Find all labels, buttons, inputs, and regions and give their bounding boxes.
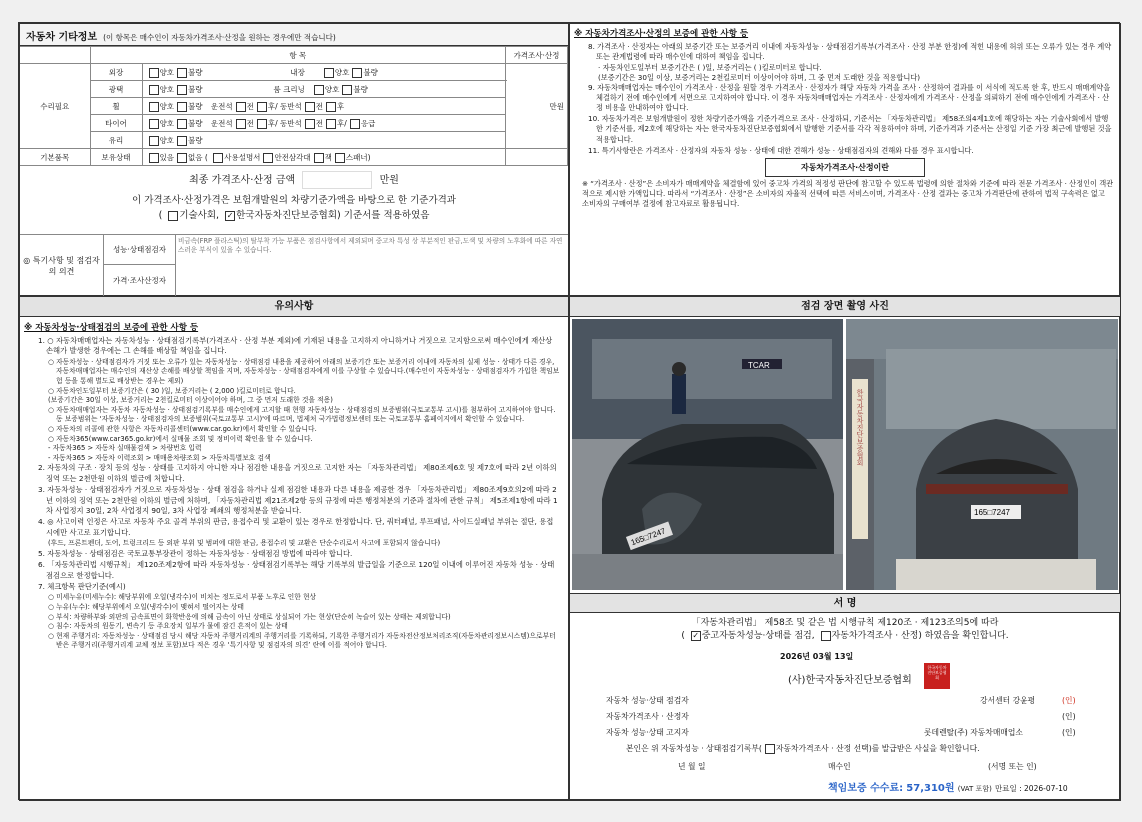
notifier-row-name: 롯데렌탈(주) 자동차매매업소	[924, 728, 1023, 737]
row-tire-label: 타이어	[90, 115, 142, 132]
etc-info-header	[20, 24, 568, 46]
notes-section	[19, 296, 569, 801]
spanner-checkbox[interactable]	[335, 153, 345, 163]
opt-label: 불량	[188, 135, 203, 145]
guarantee-period-note: (보증기간은 30일 이상, 보증거리는 2천킬로미터 이상이어야 하며, 그 중 먼저 도래한 것을 적용합니다)	[598, 73, 921, 82]
sign-statement-line1: 「자동차관리법」 제58조 및 같은 법 시행규칙 제120조 · 제123조의5에 따라	[691, 618, 999, 628]
gloss-bad-checkbox[interactable]	[177, 85, 187, 95]
guarantee-item-9: 9. 자동차매매업자는 매수인이 가격조사 · 산정을 원할 경우 가격조사 · 산정자가 해당 자동차 가격을 조사 · 산정하여 결과를 이 서식에 적도록 한 후, 반드시 매매계약을 체결하기 전에 매수인에게 서면으로 고지하여야 합니다. 이 경우 자동차매매업자는 가격조사 · 산정자에게 가격조사 · 산정을 의뢰하기 전에 매수인에게 가격조사 · 산정 비용을 안내하여야 합니다.	[588, 82, 1111, 112]
wheel-bad-checkbox[interactable]	[177, 102, 187, 112]
opt-label: 전	[315, 118, 324, 128]
opt-label: 불량	[188, 67, 203, 77]
jack-checkbox[interactable]	[314, 153, 324, 163]
technician-society-checkbox[interactable]	[168, 211, 178, 221]
basis-line1: 이 가격조사·산정가격은 보험개발원의 차량기준가액을 바탕으로 한 기준가격과	[132, 195, 456, 206]
opt-label: 응급	[360, 118, 376, 128]
opt-label: (	[204, 152, 211, 162]
tire-spare-checkbox[interactable]	[350, 119, 360, 129]
fee-vat: (VAT 포함)	[957, 785, 992, 793]
col-price-header: 가격조사·산정	[506, 47, 568, 64]
basic-yes-checkbox[interactable]	[149, 153, 159, 163]
tire-front-checkbox[interactable]	[236, 119, 246, 129]
guarantee-period-line: · 자동차인도일부터 보증기간은 ( )일, 보증거리는 ( )킬로미터로 합니다.	[598, 63, 822, 73]
sign-statement-opt1: 중고자동차성능·상태를 점검,	[701, 631, 815, 641]
final-price-label: 최종 가격조사·산정 금액	[189, 175, 296, 186]
opt-label: 불량	[353, 84, 368, 94]
tire-rear-checkbox[interactable]	[257, 119, 267, 129]
special-notes-label: ◎ 특기사항 및 점검자의 의견	[20, 235, 104, 296]
wheel-good-checkbox[interactable]	[149, 102, 159, 112]
inspector-note: 비금속(FRP 플라스틱)의 탈부착 가능 부품은 점검사항에서 제외되며 중고차 특성 상 부분적인 판금,도색 및 차량의 노후화에 따른 자연스러운 부식이 있을 수 있습니다.	[178, 237, 563, 254]
expiry-date: 만료일 : 2026-07-10	[995, 784, 1068, 793]
wheel-pass-rear-checkbox[interactable]	[326, 102, 336, 112]
opt-label: 양호	[159, 135, 174, 145]
notifier-seal: (인)	[1062, 728, 1076, 737]
notes-item: 7. 체크항목 판단기준(예시)	[38, 582, 126, 591]
confirm-text-b: 자동차가격조사 · 산정 선택)를 발급받은 사실을 확인합니다.	[775, 744, 980, 753]
tire-pass-front-checkbox[interactable]	[305, 119, 315, 129]
group-basic-label: 기본품목	[20, 149, 90, 166]
sign-board-text: 한국자동차진단보증협회	[856, 389, 864, 466]
row-room-cleaning-label: 룸 크리닝	[273, 84, 305, 94]
manual-checkbox[interactable]	[213, 153, 223, 163]
sign-statement-opt2: 자동차가격조사 · 산정) 하였음을 확인합니다.	[831, 631, 1009, 641]
basis-statement: 이 가격조사·산정가격은 보험개발원의 차량기준가액을 바탕으로 한 기준가격과 ( 기술사회, ✓ 한국자동차진단보증협회) 기준서를 적용하였음	[20, 193, 568, 223]
appraisal-checkbox[interactable]	[821, 631, 831, 641]
vehicle-etc-info-section	[19, 23, 569, 296]
opt-label: /	[344, 118, 347, 128]
driver-seat-label: 운전석	[210, 118, 233, 128]
photo-front-car-icon	[572, 319, 843, 590]
row-exterior-label: 외장	[90, 64, 142, 81]
inspection-photo-front	[572, 319, 843, 590]
guarantee-item-10: 10. 자동차가격은 보험개발원이 정한 차량기준가액을 기준가격으로 조사 · 산정하되, 기준서는 「자동차관리법」 제58조의4제1호에 해당하는 자는 기술사회에서 발행한 기준서를, 제2호에 해당하는 자는 한국자동차진단보증협회에서 발행한 기준서를 각각 적용하여야 하며, 기준가격과 기준서는 산정일 기준 가장 최근에 발행된 것을 적용합니다.	[588, 114, 1112, 144]
opt-label: 후	[267, 118, 276, 128]
wheel-pass-front-checkbox[interactable]	[305, 102, 315, 112]
notes-item: 6. 「자동차관리법 시행규칙」 제120조제2항에 따라 자동차성능 · 상태점검기록부는 해당 기록부의 발급일을 기준으로 120일 이내에 이루어진 자동차 성능 · 상태점검으로 한정합니다.	[38, 560, 555, 580]
notes-item: ○ 현재 주행거리: 자동차성능 · 상태점검 당시 해당 자동차 주행거리계의 주행거리를 기록하되, 기록한 주행거리가 자동차전산정보처리조직(자동차관리정보시스템)으로부터 받은 주행거리(주행거리계 교체 정보 포함)보다 적은 경우 ‘특기사항 및 점검자의 의견’ 란에 이를 적어야 합니다.	[48, 631, 556, 650]
opt-label: 전	[246, 118, 254, 128]
notes-item: ○ 부식: 차량하부와 외판의 금속표면이 화학반응에 의해 금속이 아닌 상태로 상실되어 가는 현상(단순히 녹슬어 있는 상태는 제외합니다)	[48, 612, 451, 621]
opt-label: 사용설명서	[224, 152, 261, 162]
notes-item: ○ 자동차365(www.car365.go.kr)에서 실매물 조회 및 정비이력 확인을 할 수 있습니다.	[48, 434, 313, 443]
basis-opt2: 한국자동차진단보증협회) 기준서를 적용하였음	[236, 210, 430, 221]
row-gloss-label: 광택	[90, 81, 142, 98]
notes-item: 4. ◎ 사고이력 인정은 사고로 자동차 주요 골격 부위의 판금, 용접수리 및 교환이 있는 경우로 한정합니다. 단, 쿼터패널, 루프패널, 사이드실패널 부위는 절단, 용접 시에만 사고로 표기합니다.	[38, 517, 554, 537]
opt-label: / 동반석	[275, 101, 302, 111]
notes-item: ○ 자동차의 리콜에 관한 사항은 자동차리콜센터(www.car.go.kr)에서 확인할 수 있습니다.	[48, 424, 317, 433]
opt-label: )	[367, 152, 371, 162]
sign-org: (사)한국자동차진단보증협회	[788, 675, 912, 686]
row-interior-label: 내장	[290, 67, 305, 77]
inspector-label: 성능·상태점검자	[104, 235, 176, 265]
price-guarantee-section	[569, 23, 1121, 296]
appraisal-definition-title: 자동차가격조사·산정이란	[765, 158, 925, 177]
etc-info-note: (이 항목은 매수인이 자동차가격조사·산정을 원하는 경우에만 적습니다)	[103, 33, 336, 42]
confirm-text-a: 본인은 위 자동차성능 · 상태점검기록부(	[626, 744, 762, 753]
fee-label: 책임보증 수수료:	[828, 783, 904, 794]
shop-sign-text: TCAR	[748, 361, 770, 370]
plate-number-2: 165□7247	[974, 508, 1010, 517]
notes-title: ※ 자동차성능·상태점검의 보증에 관한 사항 등	[24, 323, 199, 333]
exterior-good-checkbox[interactable]	[149, 68, 159, 78]
glass-good-checkbox[interactable]	[149, 136, 159, 146]
driver-seat-label: 운전석	[210, 101, 233, 111]
final-price-row	[20, 171, 568, 189]
notes-item: - 자동차365 > 자동차 실매물검색 > 차량번호 입력	[48, 444, 202, 453]
condition-check-checkbox[interactable]: ✓	[692, 630, 700, 640]
appraisal-definition-text: ※ “가격조사 · 산정”은 소비자가 매매계약을 체결함에 있어 중고차 가격의 적정성 판단에 참고할 수 있도록 법령에 의한 절차와 기준에 따라 전문 가격조사 · 산정인이 객관적으로 제시한 가액입니다. 따라서 “가격조사 · 산정”은 소비자의 자율적 선택에 따른 서비스이며, 가격조사 · 산정 결과는 중고차 가격판단에 관하여 법적 구속력은 없고 소비자의 구매여부 결정에 참고자료로 활용됩니다.	[582, 179, 1114, 209]
appraiser-row-label: 자동차가격조사 · 산정자	[606, 712, 689, 721]
opt-label: 불량	[188, 118, 203, 128]
inspector-seal: (인)	[1062, 696, 1076, 705]
fee-value: 57,310원	[906, 783, 955, 794]
buyer-label: 매수인	[828, 762, 851, 771]
appraiser-label: 가격·조사산정자	[104, 265, 176, 296]
opt-label: 불량	[188, 101, 203, 111]
kaida-checkbox[interactable]: ✓	[226, 210, 234, 220]
notes-item: - 자동차365 > 자동차 이력조회 > 매매용차량조회 > 자동차특별보호 검색	[48, 453, 271, 462]
notifier-row-label: 자동차 성능·상태 고지자	[606, 728, 689, 737]
opt-label: / 동반석	[275, 118, 302, 128]
opt-label: 양호	[159, 118, 174, 128]
etc-info-title: 자동차 기타정보	[26, 32, 98, 43]
opt-label: 양호	[159, 101, 174, 111]
opt-label: 전	[246, 101, 254, 111]
notes-list	[20, 336, 568, 651]
inspection-photo-rear	[846, 319, 1118, 590]
final-price-unit: 만원	[379, 175, 399, 186]
photo-rear-car-icon	[846, 319, 1118, 590]
sign-date: 2026년 03월 13일	[780, 652, 854, 661]
wheel-front-checkbox[interactable]	[236, 102, 246, 112]
notes-item: ○ 침수: 자동차의 원동기, 변속기 등 주요장치 일부가 물에 잠긴 흔적이 있는 상태	[48, 622, 288, 631]
row-glass-label: 유리	[90, 132, 142, 149]
glass-bad-checkbox[interactable]	[177, 136, 187, 146]
notes-item: 5. 자동차성능 · 상태점검은 국토교통부장관이 정하는 자동차성능 · 상태점검 방법에 따라야 합니다.	[38, 548, 353, 558]
opt-label: 안전삼각대	[274, 152, 311, 162]
basis-opt1: 기술사회,	[179, 210, 220, 221]
opt-label: 전	[315, 101, 324, 111]
opt-label: 양호	[334, 67, 350, 77]
opt-label: 양호	[159, 84, 174, 94]
appraiser-seal: (인)	[1062, 712, 1076, 721]
paren: (	[681, 631, 688, 641]
col-item-header: 항 목	[90, 47, 506, 64]
inspector-row-name: 강서센터 강윤평	[980, 696, 1036, 705]
opt-label: 없음	[188, 152, 203, 162]
notes-header: 유의사항	[20, 297, 568, 317]
cleaning-bad-checkbox[interactable]	[342, 85, 352, 95]
tire-good-checkbox[interactable]	[149, 119, 159, 129]
opt-label: 양호	[159, 67, 174, 77]
tire-pass-rear-checkbox[interactable]	[326, 119, 336, 129]
row-wheel-label: 휠	[90, 98, 142, 115]
buyer-sign: (서명 또는 인)	[988, 762, 1037, 771]
notes-item: 1. ○ 자동차매매업자는 자동차성능 · 상태점검기록부(가격조사 · 산정 부분 제외)에 기재된 내용을 고지하지 아니하거나 거짓으로 고지함으로써 매수인에게 재산상 손해가 발생한 경우에는 그 손해를 배상할 책임을 집니다.	[38, 336, 553, 356]
opt-label: 양호	[324, 84, 340, 94]
opt-label: 불량	[188, 84, 203, 94]
price-unit: 만원	[506, 64, 568, 149]
guarantee-item-8: 8. 가격조사 · 산정자는 아래의 보증기간 또는 보증거리 이내에 자동차성능 · 상태점검기록부(가격조사 · 산정 부분 한정)에 적힌 내용에 허위 또는 오류가 있는 경우 계약 또는 관계법령에 따라 매수인에 대하여 책임을 집니다.	[588, 42, 1112, 62]
exterior-bad-checkbox[interactable]	[177, 68, 187, 78]
opt-label: 후	[267, 101, 276, 111]
sign-statement	[570, 617, 1120, 643]
special-notes-block	[20, 234, 568, 295]
final-price-input[interactable]	[302, 171, 372, 189]
opt-label: 잭	[324, 152, 332, 162]
cleaning-good-checkbox[interactable]	[314, 85, 324, 95]
notes-item: (후드, 프론트펜더, 도어, 트렁크리드 등 외판 부위 및 범퍼에 대한 판금, 용접수리 및 교환은 단순수리로서 사고에 포함되지 않습니다)	[48, 539, 441, 548]
opt-label: 후	[337, 118, 345, 128]
inspection-record-sheet	[18, 22, 1120, 800]
opt-label: 후	[337, 101, 345, 111]
buyer-appraisal-checkbox[interactable]	[765, 744, 775, 754]
price-guarantee-title: ※ 자동차가격조사·산정의 보증에 관한 사항 등	[574, 29, 749, 39]
notes-item: ○ 미세누유(미세누수): 해당부위에 오일(냉각수)이 비치는 정도로서 부품 노후로 인한 현상	[48, 593, 317, 602]
photo-sign-section	[569, 296, 1121, 801]
sign-header: 서 명	[570, 593, 1120, 613]
basic-no-checkbox[interactable]	[177, 153, 187, 163]
notes-item: (보증기간은 30일 이상, 보증거리는 2천킬로미터 이상이어야 하며, 그 중 먼저 도래한 것을 적용)	[48, 396, 333, 405]
buyer-confirm-line	[626, 743, 980, 754]
inspector-row-label: 자동차 성능·상태 점검자	[606, 696, 689, 705]
opt-label: 있음	[159, 152, 174, 162]
notes-item: ○ 자동차매매업자는 자동차 자동차성능 · 상태점검기록부를 매수인에게 고지할 때 현행 자동차성능 · 상태점검의 보증범위(국토교통부 고시)를 첨부하여 고지하여야 합니다. 동 보증범위는 '자동차성능 · 상태점검자의 보증범위(국토교통부 고시)'에 따르며, 법제처 국가법령정보센터 또는 국토교통부 홈페이지에서 확인할 수 있습니다.	[48, 405, 556, 424]
tire-bad-checkbox[interactable]	[177, 119, 187, 129]
plate-number-1: 165□7247	[629, 526, 667, 548]
notes-item: ○ 누유(누수): 해당부위에서 오일(냉각수)이 맺혀서 떨어지는 상태	[48, 603, 244, 611]
buyer-date: 년 월 일	[678, 762, 706, 771]
notes-item: 2. 자동차의 구조 · 장치 등의 성능 · 상태를 고지하지 아니한 자나 점검한 내용을 거짓으로 고지한 자는 「자동차관리법」 제80조제6호 및 제7호에 따라 2년 이하의 징역 또는 2천만원 이하의 벌금에 처합니다.	[38, 463, 557, 483]
opt-label: 불량	[363, 67, 378, 77]
guarantee-item-11: 11. 특기사항란은 가격조사 · 산정자의 자동차 성능 · 상태에 대한 견해가 성능 · 상태점검자의 견해와 다를 경우 표시합니다.	[588, 145, 974, 155]
fee-row	[828, 779, 1068, 794]
wheel-rear-checkbox[interactable]	[257, 102, 267, 112]
group-repair-label: 수리필요	[20, 64, 90, 149]
triangle-checkbox[interactable]	[263, 153, 273, 163]
notes-item: ○ 자동차성능 · 상태점검자가 거짓 또는 오류가 있는 자동차성능 · 상태점검 내용을 제공하여 아래의 보증기간 또는 보증거리 이내에 자동차의 실제 성능 · 상태가 다른 경우, 자동차매매업자는 매수인의 재산상 손해를 배상할 책임을 지며, 자동차성능 · 상태점검자에게 이를 구상할 수 있습니다.(매수인이 자동차성능 · 상태점검자가 가입한 책임보험 등을 통해 별도로 배상받는 경우는 제외)	[48, 357, 560, 385]
basic-status-label: 보유상태	[90, 149, 142, 166]
notes-item: 3. 자동차성능 · 상태점검자가 거짓으로 자동차성능 · 상태 점검을 하거나 실제 점검한 내용과 다른 내용을 제공한 경우 「자동차관리법」 제80조제9호의2에 따라 2년 이하의 징역 또는 2천만원 이하의 벌금에 처하며, 「자동차관리법 제21조제2항 등의 규정에 따른 행정처분의 기준과 절차에 관한 규칙」 제5조제1항에 따라 1차 사업정지 30일, 2차 사업정지 90일, 3차 사업장 폐쇄의 행정처분을 받습니다.	[38, 485, 558, 515]
opt-label: 스패너	[345, 152, 368, 162]
gloss-good-checkbox[interactable]	[149, 85, 159, 95]
notes-item: ○ 자동차인도일부터 보증기간은 ( 30 )일, 보증거리는 ( 2,000 )킬로미터로 합니다.	[48, 386, 296, 395]
interior-bad-checkbox[interactable]	[352, 68, 362, 78]
photos-header: 점검 장면 촬영 사진	[570, 297, 1120, 317]
etc-info-table	[20, 46, 568, 166]
interior-good-checkbox[interactable]	[324, 68, 334, 78]
association-seal-icon: 한국자동차진단보증협회	[924, 663, 950, 689]
